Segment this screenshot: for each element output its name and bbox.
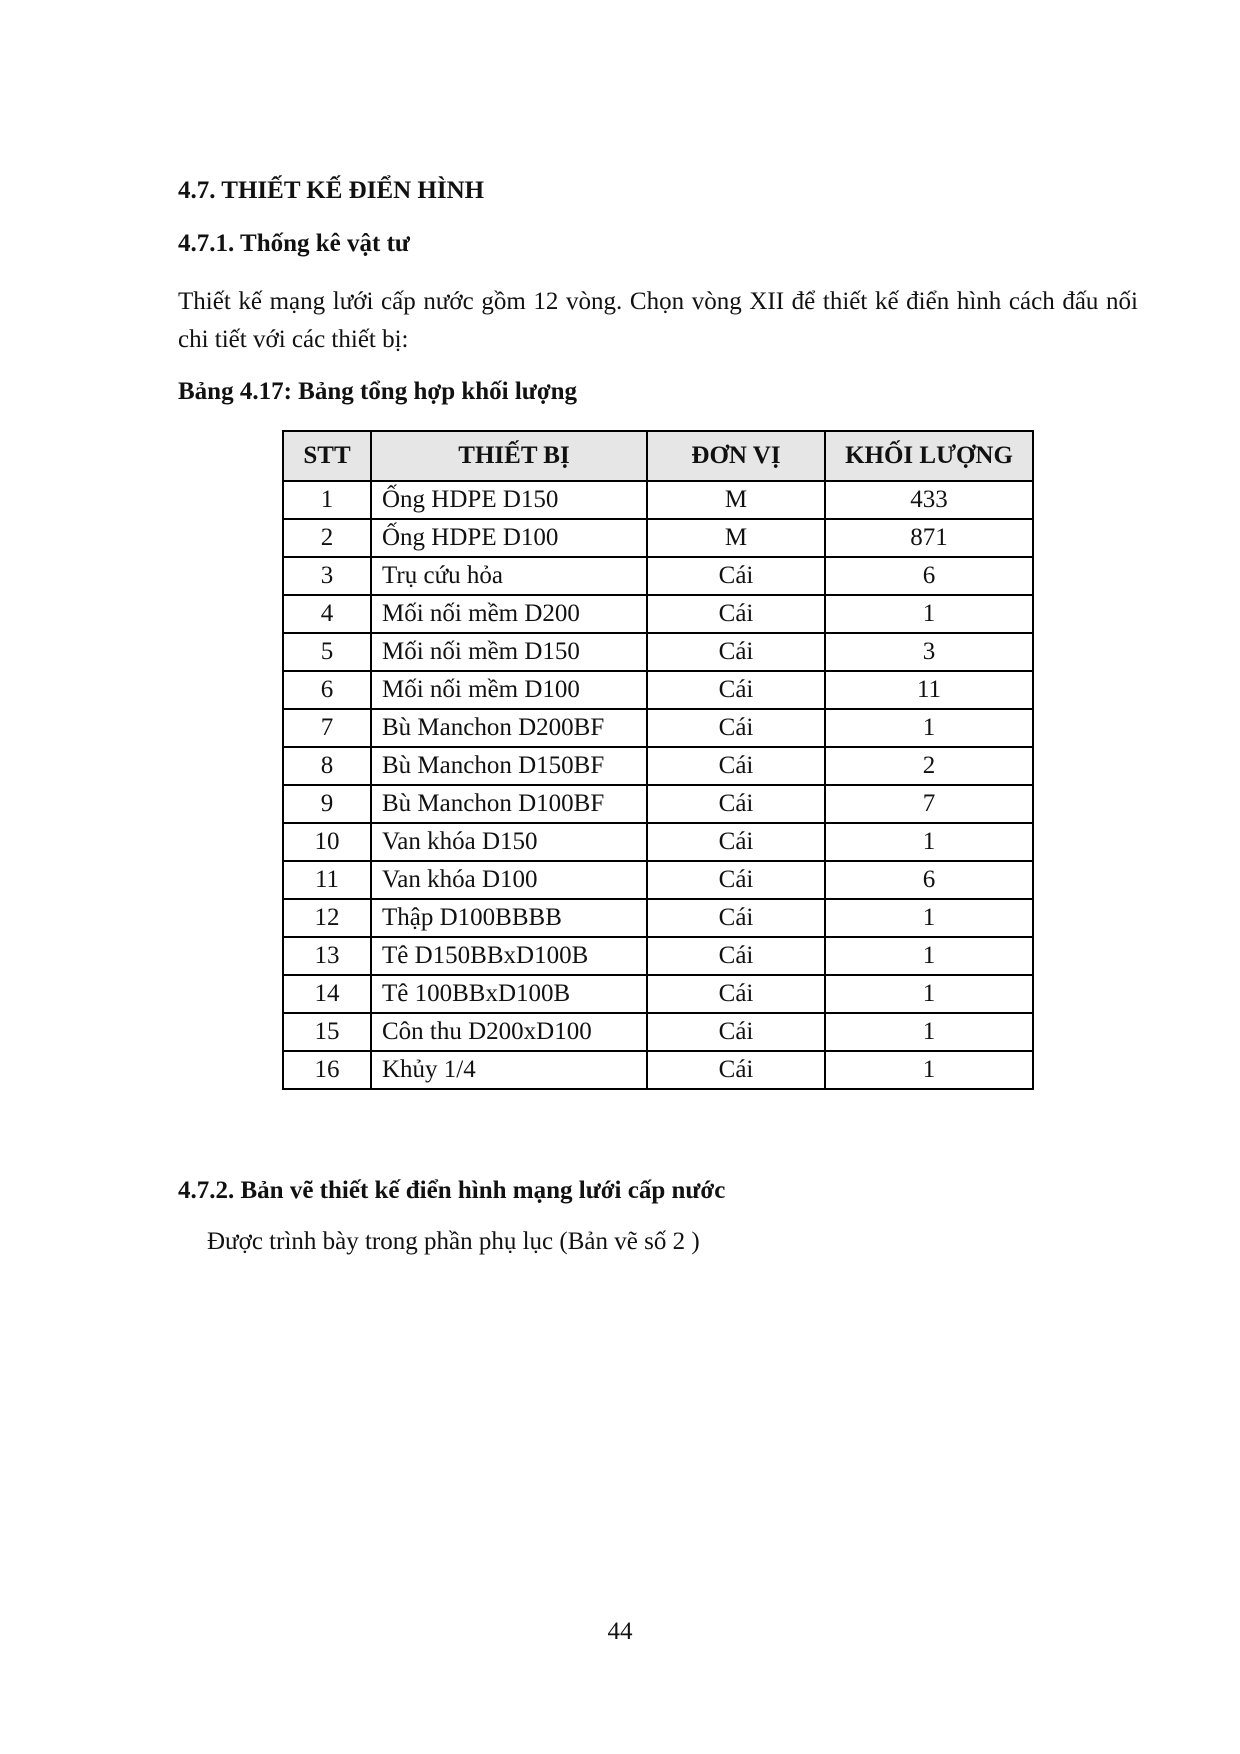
table-row: [283, 785, 1033, 823]
table-row: [283, 709, 1033, 747]
table-row: [283, 481, 1033, 519]
cell-quantity: 1: [825, 595, 1033, 633]
cell-device: Van khóa D150: [371, 823, 647, 861]
cell-stt: 11: [283, 861, 371, 899]
cell-unit: M: [647, 519, 825, 557]
cell-device: Van khóa D100: [371, 861, 647, 899]
table-row: [283, 557, 1033, 595]
table-row: [283, 519, 1033, 557]
cell-device: Khủy 1/4: [371, 1051, 647, 1089]
cell-stt: 13: [283, 937, 371, 975]
cell-quantity: 871: [825, 519, 1033, 557]
cell-quantity: 433: [825, 481, 1033, 519]
table-row: [283, 1013, 1033, 1051]
cell-unit: Cái: [647, 595, 825, 633]
cell-device: Bù Manchon D150BF: [371, 747, 647, 785]
cell-unit: Cái: [647, 823, 825, 861]
cell-quantity: 1: [825, 937, 1033, 975]
cell-stt: 6: [283, 671, 371, 709]
cell-unit: Cái: [647, 709, 825, 747]
cell-unit: Cái: [647, 861, 825, 899]
subsection-heading-materials: 4.7.1. Thống kê vật tư: [178, 230, 410, 257]
table-row: [283, 747, 1033, 785]
header-quantity: KHỐI LƯỢNG: [825, 431, 1033, 481]
table-row: [283, 975, 1033, 1013]
header-unit: ĐƠN VỊ: [647, 431, 825, 481]
cell-stt: 14: [283, 975, 371, 1013]
cell-quantity: 1: [825, 975, 1033, 1013]
section-heading: 4.7. THIẾT KẾ ĐIỂN HÌNH: [178, 177, 485, 204]
table-header-row: [283, 431, 1033, 481]
appendix-note: Được trình bày trong phần phụ lục (Bản vẽ số 2 ): [207, 1228, 700, 1255]
table-body: [283, 481, 1033, 1089]
cell-quantity: 3: [825, 633, 1033, 671]
table-row: [283, 823, 1033, 861]
cell-quantity: 1: [825, 1051, 1033, 1089]
intro-paragraph: Thiết kế mạng lưới cấp nước gồm 12 vòng. Chọn vòng XII để thiết kế điển hình cách đấu nối chi tiết với các thiết bị:: [178, 288, 1138, 353]
cell-device: Tê D150BBxD100B: [371, 937, 647, 975]
cell-quantity: 1: [825, 823, 1033, 861]
table-row: [283, 899, 1033, 937]
cell-stt: 15: [283, 1013, 371, 1051]
page-number: 44: [607, 1618, 633, 1645]
table-row: [283, 861, 1033, 899]
header-device: THIẾT BỊ: [371, 431, 647, 481]
header-stt: STT: [283, 431, 371, 481]
cell-quantity: 1: [825, 709, 1033, 747]
table-row: [283, 671, 1033, 709]
subsection-heading-drawing: 4.7.2. Bản vẽ thiết kế điển hình mạng lưới cấp nước: [178, 1177, 726, 1204]
cell-unit: Cái: [647, 899, 825, 937]
cell-stt: 16: [283, 1051, 371, 1089]
cell-quantity: 2: [825, 747, 1033, 785]
cell-device: Ống HDPE D100: [371, 519, 647, 557]
cell-device: Bù Manchon D100BF: [371, 785, 647, 823]
cell-device: Ống HDPE D150: [371, 481, 647, 519]
quantity-table: [282, 430, 1034, 1090]
cell-stt: 7: [283, 709, 371, 747]
cell-quantity: 11: [825, 671, 1033, 709]
cell-quantity: 1: [825, 1013, 1033, 1051]
cell-stt: 2: [283, 519, 371, 557]
table-row: [283, 1051, 1033, 1089]
cell-device: Thập D100BBBB: [371, 899, 647, 937]
cell-device: Côn thu D200xD100: [371, 1013, 647, 1051]
cell-quantity: 6: [825, 557, 1033, 595]
table-row: [283, 633, 1033, 671]
cell-unit: Cái: [647, 557, 825, 595]
cell-stt: 10: [283, 823, 371, 861]
cell-device: Mối nối mềm D150: [371, 633, 647, 671]
cell-quantity: 1: [825, 899, 1033, 937]
cell-device: Mối nối mềm D100: [371, 671, 647, 709]
cell-unit: Cái: [647, 671, 825, 709]
cell-stt: 8: [283, 747, 371, 785]
table-row: [283, 937, 1033, 975]
cell-quantity: 6: [825, 861, 1033, 899]
cell-device: Bù Manchon D200BF: [371, 709, 647, 747]
cell-unit: Cái: [647, 975, 825, 1013]
cell-unit: Cái: [647, 1051, 825, 1089]
cell-device: Tê 100BBxD100B: [371, 975, 647, 1013]
table-row: [283, 595, 1033, 633]
cell-device: Mối nối mềm D200: [371, 595, 647, 633]
cell-unit: Cái: [647, 747, 825, 785]
cell-unit: M: [647, 481, 825, 519]
cell-stt: 5: [283, 633, 371, 671]
cell-unit: Cái: [647, 633, 825, 671]
table-caption: Bảng 4.17: Bảng tổng hợp khối lượng: [178, 378, 578, 405]
cell-unit: Cái: [647, 785, 825, 823]
cell-stt: 1: [283, 481, 371, 519]
cell-unit: Cái: [647, 1013, 825, 1051]
cell-unit: Cái: [647, 937, 825, 975]
cell-stt: 12: [283, 899, 371, 937]
cell-quantity: 7: [825, 785, 1033, 823]
cell-stt: 9: [283, 785, 371, 823]
cell-device: Trụ cứu hỏa: [371, 557, 647, 595]
cell-stt: 4: [283, 595, 371, 633]
cell-stt: 3: [283, 557, 371, 595]
